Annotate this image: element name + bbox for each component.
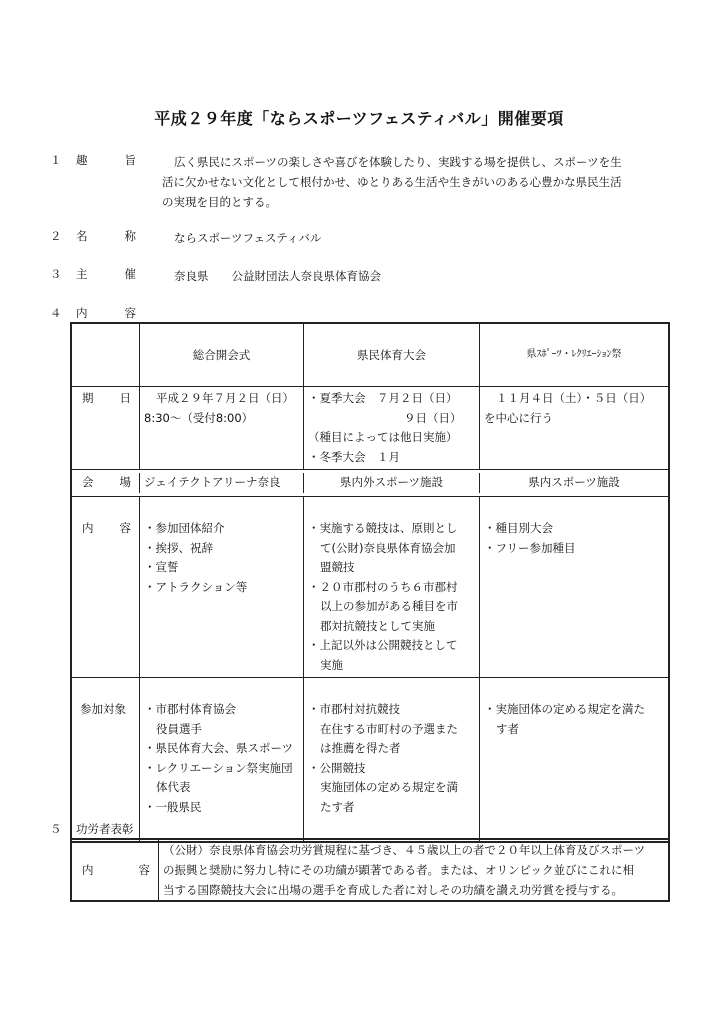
award-table bbox=[70, 838, 670, 902]
table-cell: 県内外スポーツ施設 bbox=[304, 473, 480, 493]
row-label: 内 容 bbox=[72, 497, 140, 677]
column-header: 県ｽﾎﾟｰﾂ・ﾚｸﾘｴｰｼｮﾝ祭 bbox=[526, 349, 622, 360]
section-number: ２ bbox=[50, 229, 62, 243]
section-label: 内 容 bbox=[76, 306, 136, 320]
table-cell: ・実施団体の定める規定を満た す者 bbox=[484, 702, 645, 736]
section-label: 主 催 bbox=[76, 267, 136, 281]
table-cell: １１月４日（土）・５日（日） を中心に行う bbox=[484, 391, 652, 425]
row-label: 期 日 bbox=[72, 387, 140, 469]
column-header: 県民体育大会 bbox=[304, 324, 480, 386]
section-body: 奈良県 公益財団法人奈良県体育協会 bbox=[174, 269, 381, 283]
section-label: 趣 旨 bbox=[76, 153, 136, 167]
table-cell: ・市郡村対抗競技 在住する市町村の予選また は推薦を得た者 ・公開競技 実施団体の定める規定を満 たす者 bbox=[304, 678, 480, 841]
table-row bbox=[72, 386, 668, 469]
table-cell: ・夏季大会 ７月２日（日） ９日（日） （種目によっては他日実施） ・冬季大会 １月 bbox=[304, 387, 480, 469]
section-label: 功労者表彰 bbox=[76, 822, 134, 836]
section-number: ３ bbox=[50, 267, 62, 281]
table-cell: ・種目別大会 ・フリー参加種目 bbox=[484, 521, 576, 555]
event-table bbox=[70, 322, 670, 843]
section-body: 広く県民にスポーツの楽しさや喜びを体験したり、実践する場を提供し、スポーツを生 活に欠かせない文化として根付かせ、ゆとりある生活や生きがいのある心豊かな県民生活 の実現を目的とする。 bbox=[162, 155, 622, 209]
table-cell: ・実施する競技は、原則とし て(公財)奈良県体育協会加 盟競技 ・２０市郡村のうち６市郡村 以上の参加がある種目を市 郡対抗競技として実施 ・上記以外は公開競技として 実施 bbox=[304, 497, 480, 677]
table-cell: 平成２９年７月２日（日） 8:30～（受付8:00） bbox=[140, 387, 304, 469]
table-row bbox=[72, 677, 668, 841]
document-title: 平成２９年度「ならスポーツフェスティバル」開催要項 bbox=[154, 109, 564, 128]
table-cell: ジェイテクトアリーナ奈良 bbox=[140, 473, 304, 493]
section-number: １ bbox=[50, 153, 62, 167]
row-label: 参加対象 bbox=[72, 678, 140, 841]
section-number: ５ bbox=[50, 822, 62, 836]
row-label: 会 場 bbox=[72, 473, 140, 493]
table-header-row bbox=[72, 324, 668, 386]
table-cell: 県内スポーツ施設 bbox=[528, 475, 620, 490]
table-row bbox=[72, 469, 668, 496]
row-label: 内 容 bbox=[72, 840, 159, 900]
table-cell: ・参加団体紹介 ・挨拶、祝辞 ・宣誓 ・アトラクション等 bbox=[140, 497, 304, 677]
column-header: 総合開会式 bbox=[140, 324, 304, 386]
award-description: （公財）奈良県体育協会功労賞規程に基づき、４５歳以上の者で２０年以上体育及びスポーツ の振興と奨励に努力し特にその功績が顕著である者。または、オリンピック並びにこれに相 当する国際競技大会に出場の選手を育成した者に対しその功績を讃え功労賞を授与する。 bbox=[163, 843, 646, 897]
section-label: 名 称 bbox=[76, 229, 136, 243]
table-row bbox=[72, 496, 668, 677]
table-cell: ・市郡村体育協会 役員選手 ・県民体育大会、県スポーツ ・レクリエーション祭実施団 体代表 ・一般県民 bbox=[140, 678, 304, 841]
section-body: ならスポーツフェスティバル bbox=[174, 231, 322, 245]
section-number: ４ bbox=[50, 306, 62, 320]
